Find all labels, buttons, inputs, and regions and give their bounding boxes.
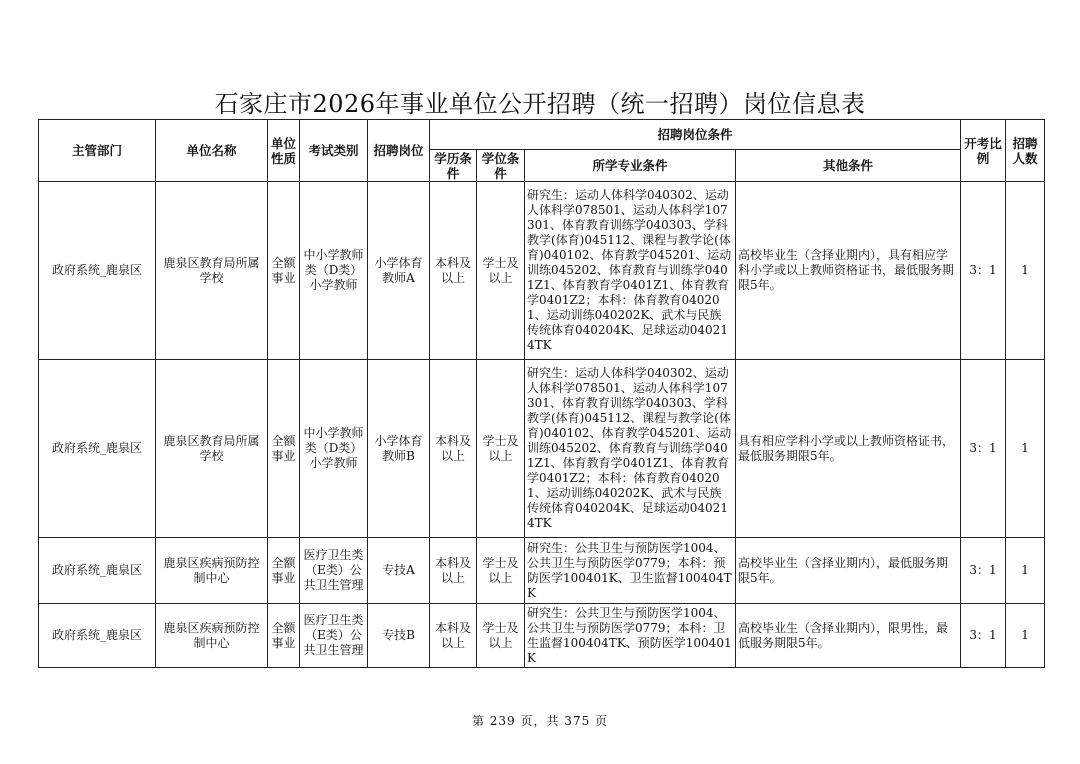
cell-dept: 政府系统_鹿泉区 — [39, 604, 156, 668]
table-row — [39, 604, 1045, 668]
header-ratio: 开考比例 — [961, 120, 1006, 182]
table-row — [39, 360, 1045, 538]
header-degree: 学位条件 — [477, 150, 525, 182]
cell-other: 高校毕业生（含择业期内），最低服务期限5年。 — [736, 538, 961, 604]
cell-other: 高校毕业生（含择业期内），限男性，最低服务期限5年。 — [736, 604, 961, 668]
cell-edu: 本科及以上 — [430, 538, 477, 604]
cell-major: 研究生：公共卫生与预防医学1004、公共卫生与预防医学0779；本科：卫生监督100404TK、预防医学100401K — [525, 604, 736, 668]
header-edu: 学历条件 — [430, 150, 477, 182]
cell-other: 高校毕业生（含择业期内），具有相应学科小学或以上教师资格证书，最低服务期限5年。 — [736, 182, 961, 360]
cell-exam: 中小学教师类（D类）小学教师 — [300, 182, 368, 360]
job-info-table — [38, 119, 1045, 668]
cell-major: 研究生：运动人体科学040302、运动人体科学078501、运动人体科学107301、体育教育训练学040303、学科教学(体育)045112、课程与教学论(体育)040102、体育教学045201、运动训练045202、体育教育与训练学0401Z1、体育教育学0401Z1、体育教育学0401Z2；本科：体育教育040201、运动训练040202K、武术与民族传统体育040204K、足球运动040214TK — [525, 182, 736, 360]
cell-edu: 本科及以上 — [430, 604, 477, 668]
cell-degree: 学士及以上 — [477, 360, 525, 538]
cell-ratio: 3：1 — [961, 182, 1006, 360]
cell-unit: 鹿泉区疾病预防控制中心 — [156, 604, 268, 668]
cell-edu: 本科及以上 — [430, 182, 477, 360]
cell-other: 具有相应学科小学或以上教师资格证书，最低服务期限5年。 — [736, 360, 961, 538]
cell-dept: 政府系统_鹿泉区 — [39, 182, 156, 360]
cell-nature: 全额事业 — [268, 360, 300, 538]
header-conditions: 招聘岗位条件 — [430, 120, 961, 150]
cell-ratio: 3：1 — [961, 538, 1006, 604]
page-title: 石家庄市2026年事业单位公开招聘（统一招聘）岗位信息表 — [214, 90, 866, 118]
cell-exam: 医疗卫生类（E类）公共卫生管理 — [300, 538, 368, 604]
cell-dept: 政府系统_鹿泉区 — [39, 538, 156, 604]
table-row — [39, 182, 1045, 360]
cell-exam: 中小学教师类（D类）小学教师 — [300, 360, 368, 538]
cell-ratio: 3：1 — [961, 360, 1006, 538]
cell-major: 研究生：运动人体科学040302、运动人体科学078501、运动人体科学107301、体育教育训练学040303、学科教学(体育)045112、课程与教学论(体育)040102、体育教学045201、运动训练045202、体育教育与训练学0401Z1、体育教育学0401Z1、体育教育学0401Z2；本科：体育教育040201、运动训练040202K、武术与民族传统体育040204K、足球运动040214TK — [525, 360, 736, 538]
header-other: 其他条件 — [736, 150, 961, 182]
cell-exam: 医疗卫生类（E类）公共卫生管理 — [300, 604, 368, 668]
cell-unit: 鹿泉区教育局所属学校 — [156, 360, 268, 538]
cell-post: 专技A — [368, 538, 430, 604]
cell-count: 1 — [1006, 360, 1045, 538]
header-unit: 单位名称 — [156, 120, 268, 182]
cell-dept: 政府系统_鹿泉区 — [39, 360, 156, 538]
cell-unit: 鹿泉区教育局所属学校 — [156, 182, 268, 360]
cell-nature: 全额事业 — [268, 604, 300, 668]
cell-degree: 学士及以上 — [477, 538, 525, 604]
page-footer: 第 239 页，共 375 页 — [471, 714, 609, 728]
table-row — [39, 538, 1045, 604]
cell-post: 专技B — [368, 604, 430, 668]
cell-degree: 学士及以上 — [477, 182, 525, 360]
header-count: 招聘人数 — [1006, 120, 1045, 182]
header-major: 所学专业条件 — [525, 150, 736, 182]
header-exam: 考试类别 — [300, 120, 368, 182]
header-dept: 主管部门 — [39, 120, 156, 182]
cell-nature: 全额事业 — [268, 182, 300, 360]
cell-degree: 学士及以上 — [477, 604, 525, 668]
cell-count: 1 — [1006, 538, 1045, 604]
cell-unit: 鹿泉区疾病预防控制中心 — [156, 538, 268, 604]
cell-major: 研究生：公共卫生与预防医学1004、公共卫生与预防医学0779；本科：预防医学100401K、卫生监督100404TK — [525, 538, 736, 604]
header-nature: 单位性质 — [268, 120, 300, 182]
cell-post: 小学体育教师A — [368, 182, 430, 360]
cell-ratio: 3：1 — [961, 604, 1006, 668]
cell-count: 1 — [1006, 604, 1045, 668]
cell-count: 1 — [1006, 182, 1045, 360]
cell-nature: 全额事业 — [268, 538, 300, 604]
cell-post: 小学体育教师B — [368, 360, 430, 538]
header-post: 招聘岗位 — [368, 120, 430, 182]
cell-edu: 本科及以上 — [430, 360, 477, 538]
